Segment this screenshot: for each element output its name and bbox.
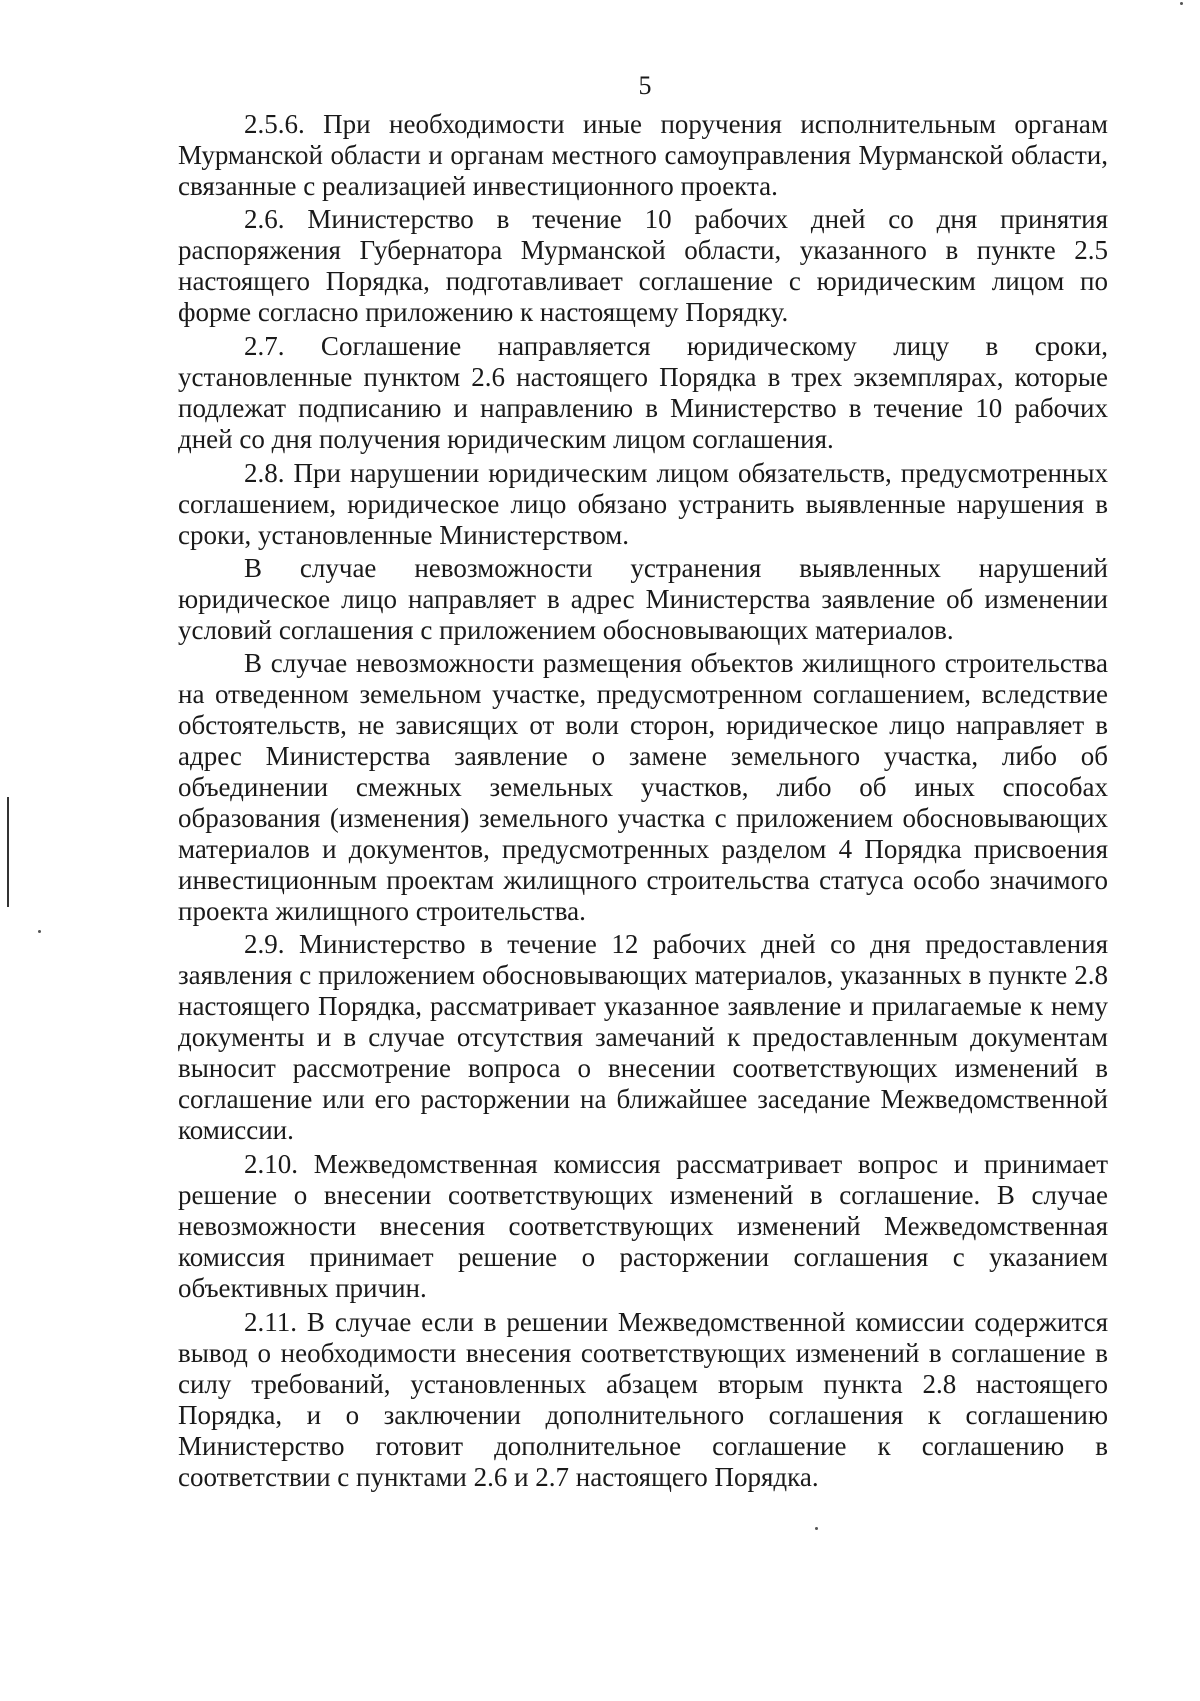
paragraph-2-7: 2.7. Соглашение направляется юридическому лицу в сроки, установленные пунктом 2.6 настоящего Порядка в трех экземплярах, которые подлежат подписанию и направлению в Министерство в течение 10 рабочих дней со дня получения юридическим лицом соглашения.: [178, 331, 1108, 454]
scan-margin-mark: [7, 797, 9, 907]
paragraph-2-8-third: В случае невозможности размещения объектов жилищного строительства на отведенном земельном участке, предусмотренном соглашением, вследствие обстоятельств, не зависящих от воли сторон, юридическое лицо направляет в адрес Министерства заявление о замене земельного участка, либо об объединении смежных земельных участков, либо об иных способах образования (изменения) земельного участка с приложением обосновывающих материалов и документов, предусмотренных разделом 4 Порядка присвоения инвестиционным проектам жилищного строительства статуса особо значимого проекта жилищного строительства.: [178, 648, 1108, 926]
scan-speck: [815, 1527, 818, 1530]
paragraph-2-6: 2.6. Министерство в течение 10 рабочих дней со дня принятия распоряжения Губернатора Мурманской области, указанного в пункте 2.5 настоящего Порядка, подготавливает соглашение с юридическим лицом по форме согласно приложению к настоящему Порядку.: [178, 204, 1108, 327]
paragraph-2-10: 2.10. Межведомственная комиссия рассматривает вопрос и принимает решение о внесении соответствующих изменений в соглашение. В случае невозможности внесения соответствующих изменений Межведомственная комиссия принимает решение о расторжении соглашения с указанием объективных причин.: [178, 1149, 1108, 1303]
scan-speck: [38, 930, 41, 933]
scan-speck: [1180, 2, 1183, 5]
paragraph-2-8: 2.8. При нарушении юридическим лицом обязательств, предусмотренных соглашением, юридическое лицо обязано устранить выявленные нарушения в сроки, установленные Министерством.: [178, 458, 1108, 550]
document-body: [178, 109, 1108, 1495]
page-number: 5: [638, 71, 652, 100]
paragraph-2-8-second: В случае невозможности устранения выявленных нарушений юридическое лицо направляет в адрес Министерства заявление об изменении условий соглашения с приложением обосновывающих материалов.: [178, 553, 1108, 645]
paragraph-2-5-6: 2.5.6. При необходимости иные поручения исполнительным органам Мурманской области и органам местного самоуправления Мурманской области, связанные с реализацией инвестиционного проекта.: [178, 109, 1108, 201]
paragraph-2-11: 2.11. В случае если в решении Межведомственной комиссии содержится вывод о необходимости внесения соответствующих изменений в соглашение в силу требований, установленных абзацем вторым пункта 2.8 настоящего Порядка, и о заключении дополнительного соглашения к соглашению Министерство готовит дополнительное соглашение к соглашению в соответствии с пунктами 2.6 и 2.7 настоящего Порядка.: [178, 1307, 1108, 1492]
paragraph-2-9: 2.9. Министерство в течение 12 рабочих дней со дня предоставления заявления с приложением обосновывающих материалов, указанных в пункте 2.8 настоящего Порядка, рассматривает указанное заявление и прилагаемые к нему документы и в случае отсутствия замечаний к предоставленным документам выносит рассмотрение вопроса о внесении соответствующих изменений в соглашение или его расторжении на ближайшее заседание Межведомственной комиссии.: [178, 929, 1108, 1145]
